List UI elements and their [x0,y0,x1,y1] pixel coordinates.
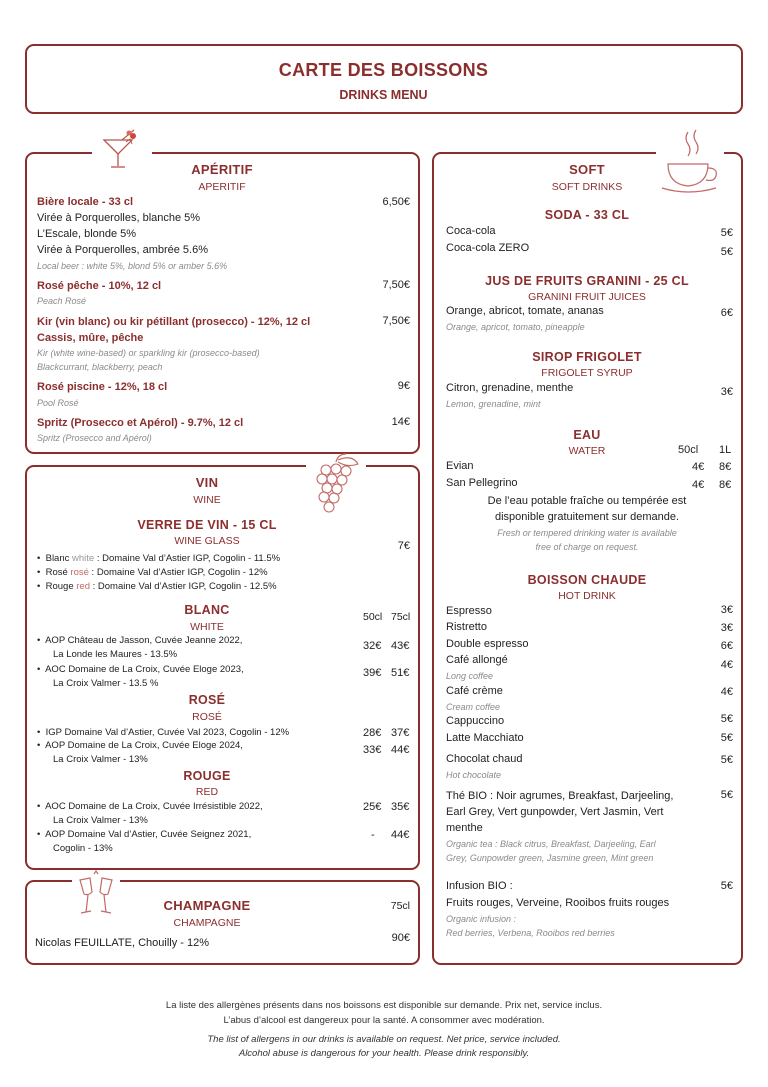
hot-item: Latte Macchiato [446,732,524,744]
aperitif-title: APÉRITIF [191,162,253,177]
wine-item: La Croix Valmer - 13.5 % [53,678,159,689]
tea-note: Organic tea : Black citrus, Breakfast, Darjeeling, Earl [446,839,656,849]
hot-item: Ristretto [446,621,487,633]
jus-price: 6€ [720,307,733,319]
wine-price-75: 35€ [391,801,410,813]
wine-price-50: - [371,829,375,841]
aperitif-item-price: 9€ [397,380,410,392]
chaud-subtitle: HOT DRINK [558,590,616,602]
champagne-col: 75cl [390,900,410,912]
wine-item: • AOP Château de Jasson, Cuvée Jeanne 2022, [37,635,243,646]
blanc-title: BLANC [184,603,230,617]
wine-item: La Croix Valmer - 13% [53,815,148,826]
footer-en-line: Alcohol abuse is dangerous for your health. Please drink responsibly. [238,1048,530,1059]
rouge-title: ROUGE [183,769,231,783]
soda-item: Coca-cola [446,225,496,237]
sirop-title: SIROP FRIGOLET [532,350,642,364]
tea-price: 5€ [720,789,733,801]
glass-price: 7€ [397,540,410,552]
infusion-note: Red berries, Verbena, Rooibos red berries [446,928,615,938]
aperitif-item-line: Virée à Porquerolles, ambrée 5.6% [37,244,209,256]
hot-note: Cream coffee [446,702,501,712]
wine-price-75: 44€ [391,829,410,841]
glass-item: • Blanc white : Domaine Val d’Astier IGP, Cogolin - 11.5% [37,553,281,564]
footer-fr-line: La liste des allergènes présents dans nos boissons est disponible sur demande. Prix net, service inclus. [165,1000,603,1011]
wine-price-50: 25€ [363,801,382,813]
hot-item: Double espresso [446,638,529,650]
col-50cl: 50cl [363,611,383,623]
wine-item: • IGP Domaine Val d’Astier, Cuvée Val 2023, Cogolin - 12% [37,727,290,738]
aperitif-item-note: Blackcurrant, blackberry, peach [37,362,163,372]
hot-price: 5€ [720,713,733,725]
sirop-subtitle: FRIGOLET SYRUP [541,367,633,379]
hot-item: Espresso [446,605,492,617]
tea-note: Grey, Gunpowder green, Jasmine green, Mint green [446,853,654,863]
page-subtitle: DRINKS MENU [339,88,428,102]
infusion-price: 5€ [720,880,733,892]
sirop-note: Lemon, grenadine, mint [446,399,541,409]
eau-item: Evian [446,460,474,472]
soda-item: Coca-cola ZERO [446,242,530,254]
wine-price-50: 39€ [363,667,382,679]
eau-price-1l: 8€ [719,479,732,491]
footer-en-line: The list of allergens in our drinks is available on request. Net price, service included. [207,1034,561,1045]
aperitif-item-name: Bière locale - 33 cl [37,196,133,208]
wine-price-50: 33€ [363,744,382,756]
eau-info-en: Fresh or tempered drinking water is available [497,528,677,538]
eau-col-50cl: 50cl [678,444,699,456]
footer-fr-line: L’abus d’alcool est dangereux pour la santé. A consommer avec modération. [223,1015,545,1026]
wine-price-50: 28€ [363,727,382,739]
hot-item: Café allongé [446,654,508,666]
aperitif-item-note: Spritz (Prosecco and Apérol) [37,433,152,443]
aperitif-item-note: Peach Rosé [37,296,87,306]
aperitif-item-price: 7,50€ [382,279,410,291]
aperitif-item-note: Pool Rosé [37,398,79,408]
wine-price-75: 51€ [391,667,410,679]
eau-title: EAU [573,428,601,442]
chaud-title: BOISSON CHAUDE [527,573,647,587]
hot-note: Hot chocolate [446,770,502,780]
eau-subtitle: WATER [568,445,606,457]
jus-item: Orange, abricot, tomate, ananas [446,305,604,317]
aperitif-item-name: Rosé piscine - 12%, 18 cl [37,381,168,393]
soda-title: SODA - 33 CL [544,208,630,222]
rose-subtitle: ROSÉ [192,711,222,723]
glass-item: • Rosé rosé : Domaine Val d’Astier IGP, Cogolin - 12% [37,567,268,578]
jus-subtitle: GRANINI FRUIT JUICES [528,291,646,303]
aperitif-item-price: 14€ [391,416,410,428]
jus-note: Orange, apricot, tomato, pineapple [446,322,585,332]
eau-col-1l: 1L [719,444,732,456]
soft-subtitle: SOFT DRINKS [551,181,623,193]
col-75cl: 75cl [391,611,411,623]
tea-line: Thé BIO : Noir agrumes, Breakfast, Darjeeling, [446,790,674,802]
wine-item: Cogolin - 13% [53,843,113,854]
aperitif-section [25,152,420,454]
wine-price-50: 32€ [363,640,382,652]
hot-price: 3€ [720,622,733,634]
champagne-glasses-icon [74,870,118,920]
aperitif-item-name: Kir (vin blanc) ou kir pétillant (prosecco) - 12%, 12 cl [37,316,311,328]
eau-info: De l’eau potable fraîche ou tempérée est [487,495,687,507]
eau-info: disponible gratuitement sur demande. [494,511,680,523]
hot-price: 4€ [720,659,733,671]
vin-subtitle: WINE [193,494,221,506]
aperitif-item-name: Rosé pêche - 10%, 12 cl [37,280,162,292]
aperitif-item-line: Virée à Porquerolles, blanche 5% [37,212,201,224]
glass-item: • Rouge red : Domaine Val d’Astier IGP, Cogolin - 12.5% [37,581,277,592]
eau-info-en: free of charge on request. [535,542,639,552]
champagne-item: Nicolas FEUILLATE, Chouilly - 12% [35,937,210,949]
sirop-price: 3€ [720,386,733,398]
hot-price: 4€ [720,686,733,698]
wine-item: La Londe les Maures - 13.5% [53,649,178,660]
wine-item: • AOP Domaine Val d’Astier, Cuvée Seignez 2021, [37,829,252,840]
wine-item: La Croix Valmer - 13% [53,754,148,765]
grapes-icon [308,452,364,516]
wine-item: • AOC Domaine de La Croix, Cuvée Eloge 2023, [37,664,244,675]
hot-price: 3€ [720,604,733,616]
aperitif-item-line: L’Escale, blonde 5% [37,228,137,240]
jus-title: JUS DE FRUITS GRANINI - 25 CL [485,274,689,288]
infusion-line: Fruits rouges, Verveine, Rooibos fruits rouges [446,897,670,909]
vin-section [25,465,420,870]
wine-item: • AOP Domaine de La Croix, Cuvée Eloge 2024, [37,740,243,751]
header-box [25,44,743,114]
soda-price: 5€ [720,227,733,239]
rouge-subtitle: RED [195,786,219,798]
eau-price-50: 4€ [692,461,705,473]
aperitif-item-price: 7,50€ [382,315,410,327]
champagne-price: 90€ [391,932,410,944]
coffee-cup-icon [658,126,724,196]
hot-item: Chocolat chaud [446,753,523,765]
cocktail-icon [96,128,146,170]
hot-note: Long coffee [446,671,494,681]
infusion-note: Organic infusion : [446,914,517,924]
aperitif-subtitle: APERITIF [198,181,246,193]
wine-price-75: 37€ [391,727,410,739]
wine-price-75: 43€ [391,640,410,652]
soft-title: SOFT [569,162,605,177]
hot-price: 5€ [720,754,733,766]
wine-item: • AOC Domaine de La Croix, Cuvée Irrésistible 2022, [37,801,263,812]
glass-title: VERRE DE VIN - 15 CL [137,518,277,532]
champagne-title: CHAMPAGNE [163,898,251,913]
glass-subtitle: WINE GLASS [174,535,240,547]
aperitif-item-name: Spritz (Prosecco et Apérol) - 9.7%, 12 cl [37,417,244,429]
soft-section [432,152,743,965]
aperitif-item-price: 6,50€ [382,196,410,208]
hot-price: 5€ [720,732,733,744]
page-title: CARTE DES BOISSONS [278,60,489,80]
wine-price-75: 44€ [391,744,410,756]
eau-price-1l: 8€ [719,461,732,473]
tea-line: menthe [446,822,483,834]
infusion-line: Infusion BIO : [446,880,513,892]
champagne-subtitle: CHAMPAGNE [173,917,241,929]
hot-item: Cappuccino [446,715,505,727]
sirop-item: Citron, grenadine, menthe [446,382,574,394]
eau-price-50: 4€ [692,479,705,491]
aperitif-item-note: Local beer : white 5%, blond 5% or amber 5.6% [37,261,228,271]
aperitif-item-note: Kir (white wine-based) or sparkling kir (prosecco-based) [37,348,260,358]
hot-price: 6€ [720,640,733,652]
hot-item: Café crème [446,685,503,697]
eau-item: San Pellegrino [446,477,518,489]
aperitif-item-name: Cassis, mûre, pêche [37,332,144,344]
vin-title: VIN [195,475,219,490]
tea-line: Earl Grey, Vert gunpowder, Vert Jasmin, Vert [446,806,664,818]
rose-title: ROSÉ [188,693,226,707]
blanc-subtitle: WHITE [190,621,224,633]
soda-price: 5€ [720,246,733,258]
